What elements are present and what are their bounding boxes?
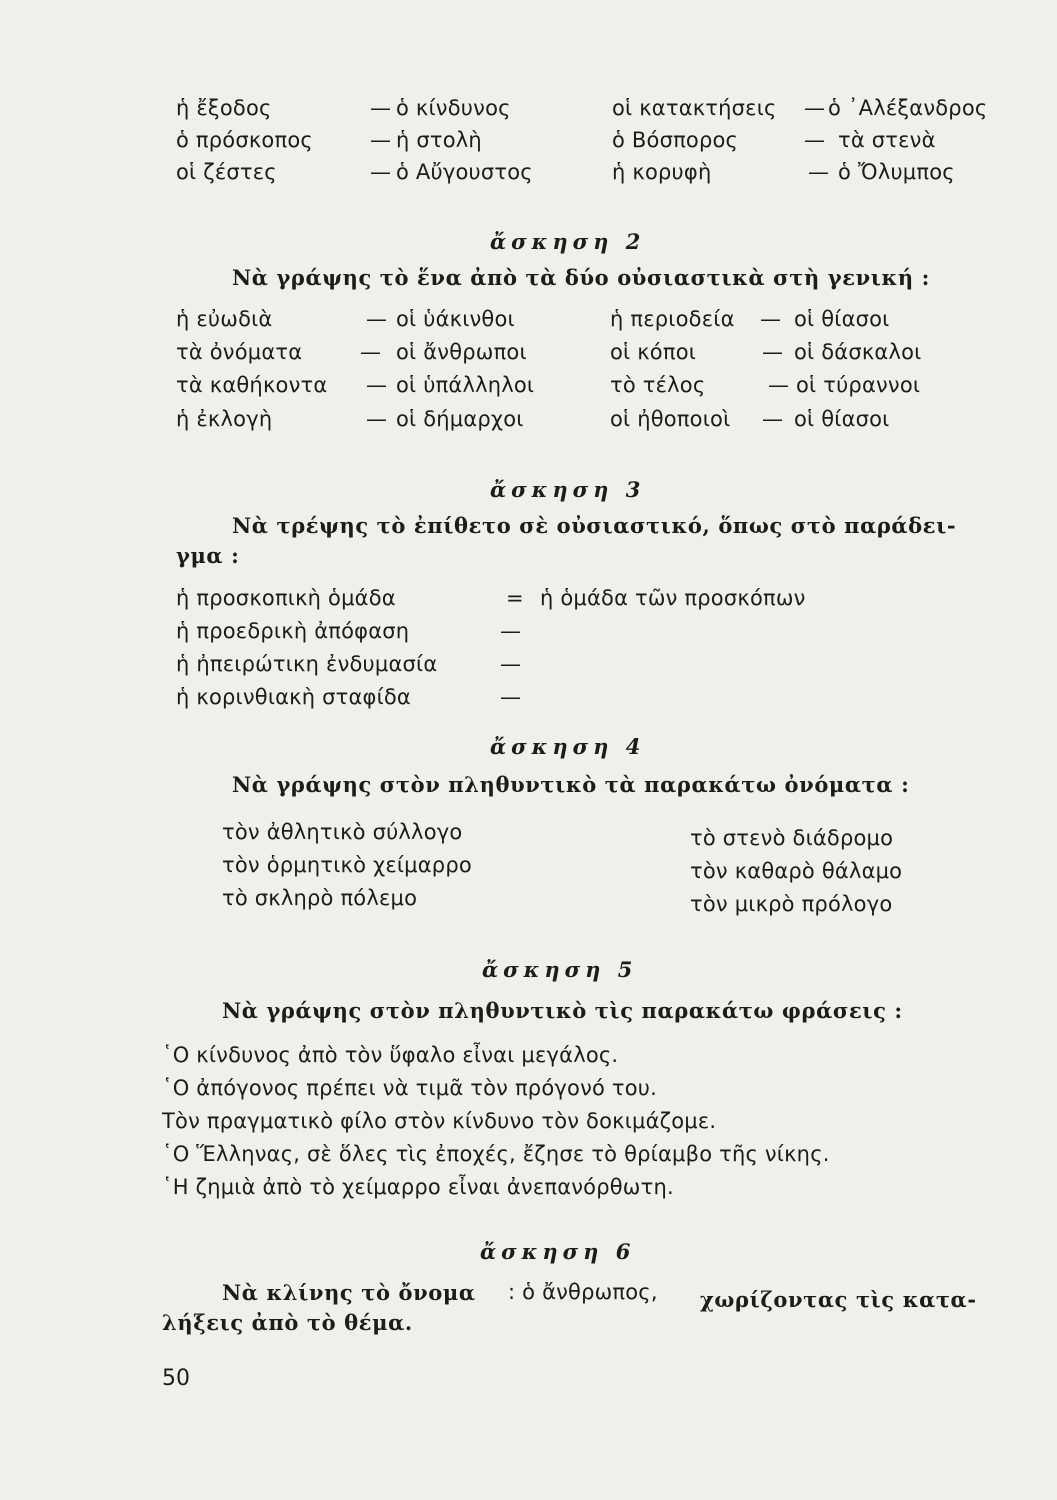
- exercise-6-heading: ἄσκηση 6: [480, 1239, 636, 1264]
- ex2-row3-col-c: τὸ τέλος: [610, 373, 706, 397]
- ex1-row3-col-a: οἱ ζέστες: [176, 160, 277, 184]
- ex2-row1-dash2: —: [760, 307, 782, 331]
- ex4-right-1: τὸ στενὸ διάδρομο: [690, 826, 894, 850]
- ex2-row2-dash2: —: [762, 340, 784, 364]
- ex5-sentence-2: ῾Ο ἀπόγονος πρέπει νὰ τιμᾶ τὸν πρόγονό του.: [162, 1076, 658, 1100]
- ex2-row4-dash1: —: [366, 407, 388, 431]
- exercise-2-instruction: Νὰ γράψης τὸ ἕνα ἀπὸ τὰ δύο οὐσιαστικὰ στὴ γενική :: [232, 265, 930, 290]
- ex3-row4-phrase: ἡ κορινθιακὴ σταφίδα: [176, 685, 411, 709]
- ex2-row4-col-a: ἡ ἐκλογὴ: [176, 407, 273, 431]
- ex1-row2-col-c: ὁ Βόσπορος: [612, 128, 739, 152]
- ex1-row3-col-e: ὁ Ὄλυμπος: [838, 160, 955, 184]
- ex4-left-3: τὸ σκληρὸ πόλεμο: [222, 886, 418, 910]
- ex2-row3-col-b: οἱ ὑπάλληλοι: [396, 373, 535, 397]
- ex1-row3-col-b: ὁ Αὔγουστος: [396, 160, 533, 184]
- ex3-row3-dash: —: [500, 652, 522, 676]
- ex4-left-1: τὸν ἀθλητικὸ σύλλογο: [222, 820, 463, 844]
- ex1-row1-col-e: ὁ ᾿Αλέξανδρος: [828, 96, 988, 120]
- ex2-row3-dash1: —: [366, 373, 388, 397]
- ex2-row1-col-c: ἡ περιοδεία: [610, 307, 735, 331]
- exercise-6-instruction-word: : ὁ ἄνθρωπος,: [508, 1280, 658, 1304]
- ex3-row2-dash: —: [500, 619, 522, 643]
- ex2-row1-col-e: οἱ θίασοι: [794, 307, 890, 331]
- ex1-row2-dash1: —: [370, 128, 392, 152]
- ex5-sentence-3: Τὸν πραγματικὸ φίλο στὸν κίνδυνο τὸν δοκιμάζομε.: [162, 1109, 717, 1133]
- ex2-row2-dash1: —: [360, 340, 382, 364]
- exercise-6-instruction-c: χωρίζοντας τὶς κατα-: [700, 1287, 977, 1312]
- ex3-row4-dash: —: [500, 685, 522, 709]
- ex1-row3-dash1: —: [370, 160, 392, 184]
- exercise-6-instruction-line2: λήξεις ἀπὸ τὸ θέμα.: [162, 1310, 413, 1335]
- exercise-5-instruction: Νὰ γράψης στὸν πληθυντικὸ τὶς παρακάτω φράσεις :: [222, 998, 903, 1023]
- ex2-row1-col-a: ἡ εὐωδιὰ: [176, 307, 273, 331]
- ex2-row1-col-b: οἱ ὑάκινθοι: [396, 307, 515, 331]
- ex1-row1-col-c: οἱ κατακτήσεις: [612, 96, 777, 120]
- ex1-row1-dash1: —: [370, 96, 392, 120]
- ex4-right-2: τὸν καθαρὸ θάλαμο: [690, 859, 903, 883]
- ex2-row2-col-e: οἱ δάσκαλοι: [794, 340, 922, 364]
- ex1-row3-dash2: —: [808, 160, 830, 184]
- ex5-sentence-1: ῾Ο κίνδυνος ἀπὸ τὸν ὕφαλο εἶναι μεγάλος.: [162, 1043, 619, 1067]
- ex1-row2-col-a: ὁ πρόσκοπος: [176, 128, 313, 152]
- ex2-row2-col-b: οἱ ἄνθρωποι: [396, 340, 527, 364]
- ex1-row2-col-e: τὰ στενὰ: [838, 128, 936, 152]
- ex4-right-3: τὸν μικρὸ πρόλογο: [690, 892, 893, 916]
- ex1-row3-col-c: ἡ κορυφὴ: [612, 160, 712, 184]
- ex4-left-2: τὸν ὁρμητικὸ χείμαρρο: [222, 853, 472, 877]
- ex2-row4-col-c: οἱ ἠθοποιοὶ: [610, 407, 731, 431]
- exercise-3-instruction-line1: Νὰ τρέψης τὸ ἐπίθετο σὲ οὐσιαστικό, ὅπως στὸ παράδει-: [232, 513, 957, 538]
- exercise-4-heading: ἄσκηση 4: [490, 734, 646, 759]
- page-number: 50: [162, 1366, 190, 1391]
- ex1-row2-col-b: ἡ στολὴ: [396, 128, 482, 152]
- exercise-4-instruction: Νὰ γράψης στὸν πληθυντικὸ τὰ παρακάτω ὀνόματα :: [232, 772, 910, 797]
- ex1-row2-dash2: —: [804, 128, 826, 152]
- exercise-3-instruction-line2: γμα :: [176, 543, 240, 568]
- ex2-row4-dash2: —: [762, 407, 784, 431]
- ex1-row1-col-b: ὁ κίνδυνος: [396, 96, 511, 120]
- ex3-row1-dash: =: [506, 586, 524, 610]
- ex3-row1-phrase: ἡ προσκοπικὴ ὁμάδα: [176, 586, 396, 610]
- exercise-6-instruction-a: Νὰ κλίνης τὸ ὄνομα: [222, 1280, 476, 1305]
- ex2-row2-col-c: οἱ κόποι: [610, 340, 697, 364]
- exercise-5-heading: ἄσκηση 5: [482, 957, 638, 982]
- exercise-3-heading: ἄσκηση 3: [490, 477, 646, 502]
- ex1-row1-col-a: ἡ ἔξοδος: [176, 96, 272, 120]
- ex2-row3-dash2: —: [768, 373, 790, 397]
- ex2-row2-col-a: τὰ ὀνόματα: [176, 340, 303, 364]
- ex3-row1-answer: ἡ ὁμάδα τῶν προσκόπων: [540, 586, 806, 610]
- ex3-row2-phrase: ἡ προεδρικὴ ἀπόφαση: [176, 619, 410, 643]
- ex2-row1-dash1: —: [366, 307, 388, 331]
- ex2-row3-col-e: οἱ τύραννοι: [796, 373, 921, 397]
- ex3-row3-phrase: ἡ ἠπειρώτικη ἐνδυμασία: [176, 652, 438, 676]
- ex1-row1-dash2: —: [804, 96, 826, 120]
- ex2-row4-col-e: οἱ θίασοι: [794, 407, 890, 431]
- ex2-row4-col-b: οἱ δήμαρχοι: [396, 407, 524, 431]
- ex5-sentence-4: ῾Ο Ἕλληνας, σὲ ὅλες τὶς ἐποχές, ἔζησε τὸ θρίαμβο τῆς νίκης.: [162, 1142, 830, 1166]
- exercise-2-heading: ἄσκηση 2: [490, 229, 646, 254]
- ex5-sentence-5: ῾Η ζημιὰ ἀπὸ τὸ χείμαρρο εἶναι ἀνεπανόρθωτη.: [162, 1175, 674, 1199]
- ex2-row3-col-a: τὰ καθήκοντα: [176, 373, 328, 397]
